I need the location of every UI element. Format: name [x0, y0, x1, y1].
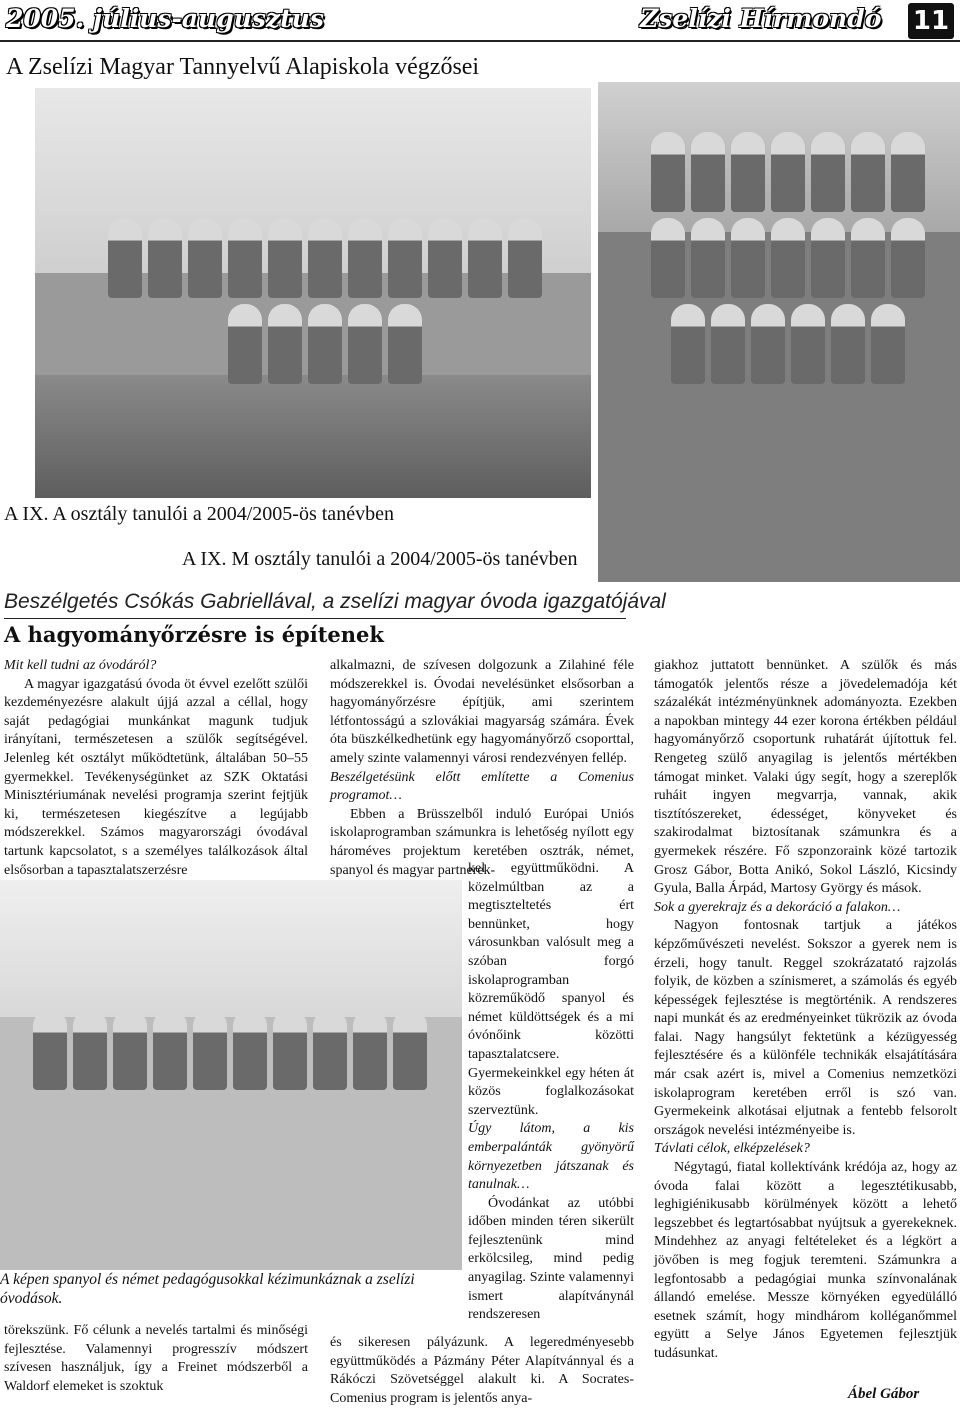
article-column-1 [4, 657, 308, 880]
class-a-caption: A IX. A osztály tanulói a 2004/2005-ös tanévben [4, 503, 394, 525]
article-column-2-narrow [468, 860, 634, 1325]
interview-question: Sok a gyerekrajz és a dekoráció a falakon… [654, 899, 901, 915]
article-subtitle: Beszélgetés Csókás Gabriellával, a zselízi magyar óvoda igazgatójával [4, 590, 666, 613]
author-signature: Ábel Gábor [848, 1386, 920, 1402]
kindergarten-caption: A képen spanyol és német pedagógusokkal kézimunkáznak a zselízi óvodások. [0, 1270, 460, 1308]
paragraph: Négytagú, fiatal kollektívánk krédója az, hogy az óvoda falai között a legesztétikusabb, leghigiénikusabb körülmények között a lehető legszebbet és legtartósabbat nyújtsuk a gyerekeknek. Mindehhez az anyagi feltételeket és a légkört a jövőben is meg fogjuk teremteni. Számunkra a legfontosabb a pedagógiai munka színvonalának állandó emelése. Messze környéken egyedülálló esetnek számít, hogy mindhárom kolléganőmmel együtt a Selye János Egyetemen fejlesztjük tudásunkat. [654, 1160, 957, 1361]
kindergarten-photo [0, 880, 462, 1270]
paragraph: és sikeresen pályázunk. A legeredményesebb együttműködés a Pázmány Péter Alapítvánnyal és a Rákóczi Szövetséggel alakult ki. A Socrates-Comenius program is jelentős anya- [330, 1335, 634, 1406]
paragraph: törekszünk. Fő célunk a nevelés tartalmi és minőségi fejlesztése. Valamennyi progresszív módszert szívesen használjuk, így a Freinet módszerből a Waldorf elemeket is szoktuk [4, 1323, 308, 1394]
paragraph: Óvodánkat az utóbbi időben minden téren sikerült fejlesztenünk mind erkölcsileg, mind pedig anyagilag. Szinte valamennyi ismert alapítványnál rendszeresen [468, 1195, 634, 1323]
top-title: A Zselízi Magyar Tannyelvű Alapiskola végzősei [6, 54, 480, 80]
interview-question: Távlati célok, elképzelések? [654, 1141, 810, 1157]
class-a-photo [35, 88, 591, 498]
newspaper-name: Zselízi Hírmondó [640, 4, 882, 33]
article-column-2 [330, 657, 634, 880]
interview-question: Mit kell tudni az óvodáról? [4, 658, 157, 673]
page-number: 11 [908, 3, 954, 39]
interview-question: Beszélgetésünk előtt említette a Comenius programot… [330, 769, 634, 804]
paragraph: Ebben a Brüsszelből induló Európai Uniós iskolaprogramban számunkra is lehetőség nyílott egy hároméves projektum keretében osztrák, német, spanyol és magyar partnerek- [330, 806, 634, 878]
paragraph: giakhoz juttatott bennünket. A szülők és más támogatók jelentős része a jövedelemadója két százalékát intézményünknek adományozta. Ezekben a napokban mintegy 44 ezer korona értékben például hagyományőrző csoportunk ruhatárát újítottuk fel. Rengeteg szülő anyagilag is jelentős mértékben támogat minket. Valaki úgy segít, hogy a szereplők ruháit ingyen megvarrja, vannak, akik tisztítószereket, édességet, könyveket és szakirodalmat biztosítanak számunkra és a gyermekek részére. Fő szponzoraink közé tartozik Grosz Gábor, Botta Anikó, Sokol László, Kicsindy Gyula, Balla Árpád, Martosy György és mások. [654, 658, 957, 897]
subtitle-rule [4, 618, 626, 619]
class-m-photo [598, 82, 960, 582]
issue-date: 2005. július-augusztus [6, 4, 324, 33]
paragraph: A magyar igazgatású óvoda öt évvel ezelőtt szülői kezdeményezésre alakult újjá azzal a céllal, hogy saját pedagógiai munkánkat magunk tudjuk irányítani, természetesen a szülők segítségével. Jelenleg két osztályt működtetünk, általában 50–55 gyermekkel. Tevékenységünket az SZK Oktatási Minisztériumának nevelési programja szerint fejtjük ki, természetesen kiegészítve a legújabb módszerekkel. Számos magyarországi óvodával tartunk kapcsolatot, s a személyes találkozások által elsősorban a tapasztalatszerzésre [4, 676, 308, 878]
article-column-3 [654, 657, 957, 1364]
paragraph: kel együttműködni. A közelmúltban az a megtiszteltetés ért bennünket, hogy városunkban valósult meg a szóban forgó iskolaprogramban közreműködő spanyol és német küldöttségek és a mi óvónőink közötti tapasztalatcsere. Gyermekeinkkel egy héten át közös foglalkozásokat szerveztünk. [468, 861, 634, 1118]
interview-question: Úgy látom, a kis emberpalánták gyönyörű környezetben játszanak és tanulnak… [468, 1121, 634, 1193]
header-rule [0, 40, 960, 42]
article-column-2-continued [330, 1334, 634, 1408]
paragraph: alkalmazni, de szívesen dolgozunk a Zilahiné féle módszerekkel is. Óvodai nevelésünket elsősorban a hagyományőrzésre építjük, ami szerintem létfontosságú a szlovákiai magyarság számára. Évek óta büszkélkedhetünk egy hagyományőrző csoporttal, amely szinte valamennyi városi rendezvényen fellép. [330, 658, 634, 766]
class-m-caption: A IX. M osztály tanulói a 2004/2005-ös tanévben [182, 548, 578, 570]
article-title: A hagyományőrzésre is építenek [4, 622, 384, 647]
article-column-1-continued [4, 1322, 308, 1396]
paragraph: Nagyon fontosnak tartjuk a játékos képzőművészeti nevelést. Sokszor a gyerek nem is érzeli, hogy tanult. Reggel szokrázatató rajzolás folyik, de közben a színismeret, a számolás és egyéb képességek fejlesztése is megtörténik. A rendszeres napi munkát és az eredményeinket tükrözik az óvoda falai. Nagy hangsúlyt fektetünk a kézügyesség fejlesztésére és a különféle technikák elsajátítására már csak azért is, mivel a Comenius nemzetközi iskolaprogram keretében erről is szó van. Gyermekeink alkotásai eljutnak a fentebb felsorolt országok nevelési intézményeibe is. [654, 918, 957, 1138]
